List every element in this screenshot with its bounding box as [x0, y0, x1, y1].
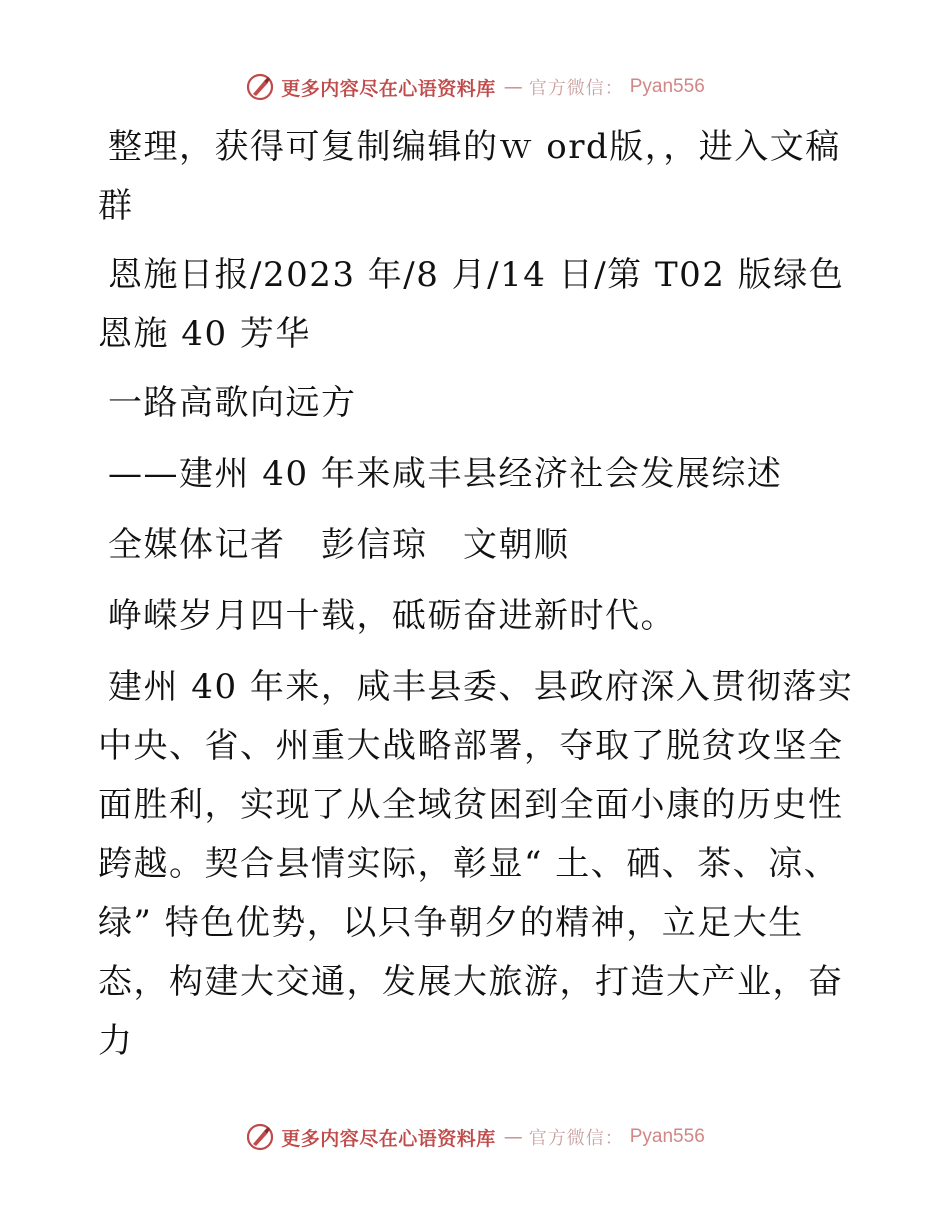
article-title: 一路高歌向远方	[108, 383, 357, 423]
paragraph-body: 建州 40 年来，咸丰县委、县政府深入贯彻落实中央、省、州重大战略部署，夺取了脱贫攻坚全面胜利，实现了从全域贫困到全面小康的历史性跨越。契合县情实际，彰显“ 土、硒、茶、凉、绿” 特色优势，以只争朝夕的精神，立足大生态，构建大交通，发展大旅游，打造大产业，奋力	[98, 667, 854, 1061]
watermark-wechat-id: Pyan556	[629, 1126, 705, 1147]
article-subtitle: ——建州 40 年来咸丰县经济社会发展综述	[108, 454, 783, 494]
pen-circle-logo-icon	[245, 1122, 275, 1152]
watermark-wechat-id: Pyan556	[629, 76, 705, 97]
pen-circle-logo-icon	[245, 72, 275, 102]
paragraph-lead: 峥嵘岁月四十载，砥砺奋进新时代。	[108, 596, 676, 636]
watermark-separator: —	[503, 76, 521, 98]
watermark-official-label: 官方微信：	[528, 78, 624, 99]
watermark-official-label: 官方微信：	[528, 1128, 624, 1149]
watermark-separator: —	[503, 1126, 521, 1148]
article-byline: 全媒体记者 彭信琼 文朝顺	[108, 525, 570, 565]
watermark-main-text: 更多内容尽在心语资料库	[281, 1127, 496, 1150]
watermark-main-text: 更多内容尽在心语资料库	[281, 77, 496, 100]
paragraph-intro-note: 整理，获得可复制编辑的ｗ ord版，，进入文稿群	[98, 127, 841, 226]
watermark-footer	[0, 1122, 950, 1152]
paragraph-source-line: 恩施日报/2023 年/8 月/14 日/第 T02 版绿色恩施 40 芳华	[98, 255, 845, 354]
watermark-header	[0, 72, 950, 102]
document-body	[98, 118, 858, 1081]
